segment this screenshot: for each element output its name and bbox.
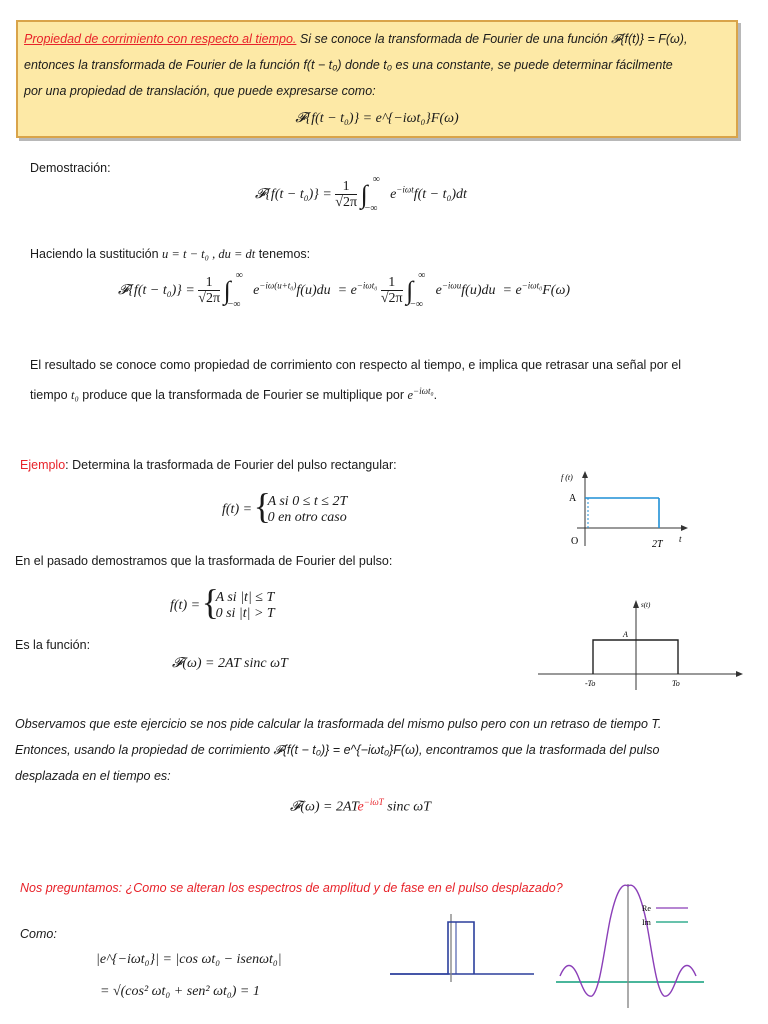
svg-text:O: O <box>571 536 579 547</box>
svg-text:To: To <box>672 679 680 688</box>
subst-line: Haciendo la sustitución u = t − t₀ , du = dt tenemos: <box>30 247 311 261</box>
property-title: Propiedad de corrimiento con respecto al tiempo. <box>24 32 297 46</box>
svg-text:s(t): s(t) <box>641 601 651 609</box>
como-label: Como: <box>20 927 57 941</box>
shifted-transform: 𝓕(ω) = 2ATe$^{-i\omega T}$ sinc ωT <box>290 797 431 815</box>
demo-label: Demostración: <box>30 161 111 175</box>
symmetric-pulse-graph <box>536 598 746 692</box>
observation-paragraph: Observamos que este ejercicio se nos pide calcular la trasformada del mismo pulso pero con un retraso de tiempo T. Entonces, usando la propiedad de corrimiento 𝓕{f(t − t₀)} = e^{−iωt₀}F(ω), encontramos que la trasformada del pulso desplazada en el tiempo es: <box>15 717 662 783</box>
demo-equation: 𝓕{f(t − t₀)} = $\frac{1}{√2\pi}$ ∫ ∞ −∞ $e^{-i\omega t}f(t - t_0)dt$ <box>255 174 467 214</box>
pulse-transform: 𝓕(ω) = 2AT sinc ωT <box>172 656 288 671</box>
svg-text:A: A <box>569 493 577 504</box>
rectangular-pulse-shifted-graph <box>555 468 700 553</box>
svg-text:-To: -To <box>585 679 596 688</box>
svg-text:t: t <box>679 534 682 544</box>
example-line: Ejemplo: Determina la trasformada de Fourier del pulso rectangular: <box>20 458 397 472</box>
result-paragraph: El resultado se conoce como propiedad de corrimiento con respecto al tiempo, e implica que retrasar una señal por el tiempo t₀ produce que la transformada de Fourier se multiplique por $e^{-i\omega t_0}$. <box>30 358 682 403</box>
property-line-3: por una propiedad de translación, que puede expresarse como: <box>24 84 376 98</box>
svg-text:2T: 2T <box>652 539 663 550</box>
svg-text:f (t): f (t) <box>561 473 573 482</box>
shifted-pulse-small-graph <box>388 912 538 992</box>
past-line: En el pasado demostramos que la trasformada de Fourier del pulso: <box>15 554 393 568</box>
pulse-piecewise: f(t) = { A si |t| ≤ T 0 si |t| > T <box>170 590 275 622</box>
property-line-1: Si se conoce la transformada de Fourier de una función 𝓕{f(t)} = F(ω), <box>299 32 688 46</box>
example-piecewise: f(t) = { A si 0 ≤ t ≤ 2T 0 en otro caso <box>222 494 347 526</box>
magnitude-line-2: = √(cos² ωt₀ + sen² ωt₀) = 1 <box>100 984 260 999</box>
subst-equation: 𝓕{f(t − t₀)} = $\frac{1}{√2\pi}$ ∫ ∞ −∞ $e^{-i\omega(u+t_0)}f(u)du = e^{-i\omega t_0}$ $\frac{1}{√2\pi}$ ∫ ∞ −∞ $e^{-i\omega u}f(u)du = e^{-i\omega t_0}F(\omega)$ <box>118 270 570 310</box>
spectrum-graph <box>556 880 706 1010</box>
property-line-2: entonces la transformada de Fourier de la función f(t − t₀) donde t₀ es una constante, se puede determinar fácilmente <box>24 58 673 72</box>
property-box <box>16 20 738 138</box>
svg-text:A: A <box>623 630 628 639</box>
property-equation: 𝓕{f(t − t₀)} = e^{−iωt₀}F(ω) <box>295 111 459 126</box>
es-la-funcion: Es la función: <box>15 638 91 652</box>
legend-re: Re <box>642 904 651 913</box>
question-line: Nos preguntamos: ¿Como se alteran los espectros de amplitud y de fase en el pulso desplazado? <box>20 881 563 895</box>
legend-im: Im <box>642 918 651 927</box>
magnitude-line-1: |e^{−iωt₀}| = |cos ωt₀ − isenωt₀| <box>96 952 282 967</box>
